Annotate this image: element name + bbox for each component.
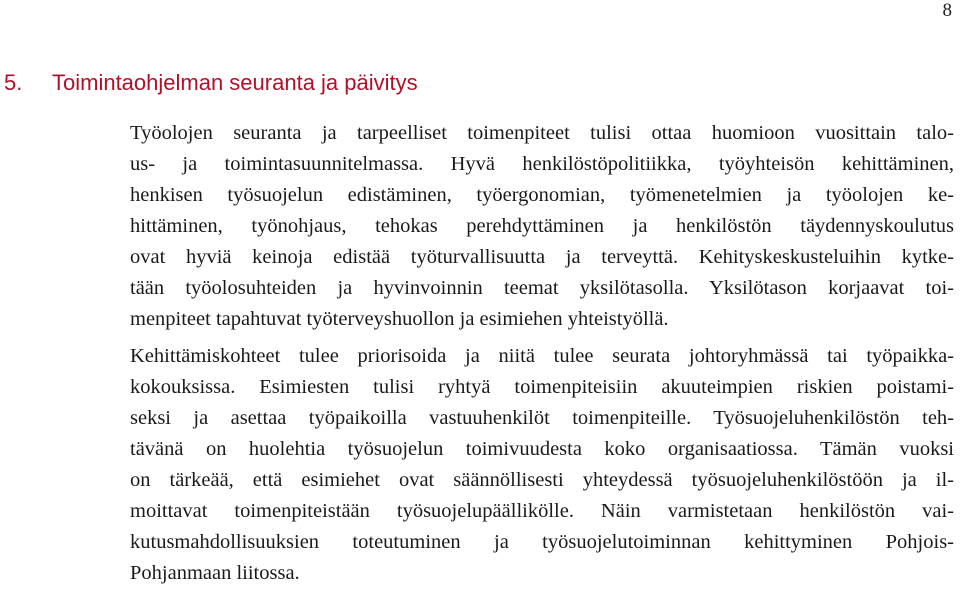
paragraph-line: tävänä on huolehtia työsuojelun toimivuudesta koko organisaatiossa. Tämän vuoksi: [130, 438, 954, 460]
paragraph-line: us- ja toimintasuunnitelmassa. Hyvä henkilöstöpolitiikka, työyhteisön kehittäminen,: [130, 153, 954, 175]
paragraph-2: [130, 341, 954, 589]
paragraph-line: kokouksissa. Esimiesten tulisi ryhtyä toimenpiteisiin akuuteimpien riskien poistami-: [130, 376, 954, 398]
paragraph-line: Työolojen seuranta ja tarpeelliset toimenpiteet tulisi ottaa huomioon vuosittain talo-: [130, 122, 954, 144]
section-title: Toimintaohjelman seuranta ja päivitys: [52, 70, 418, 95]
paragraph-line: Pohjanmaan liitossa.: [130, 562, 300, 584]
paragraph-line: hittäminen, työnohjaus, tehokas perehdyttäminen ja henkilöstön täydennyskoulutus: [130, 215, 954, 237]
paragraph-1: [130, 118, 954, 335]
paragraph-line: on tärkeää, että esimiehet ovat säännöllisesti yhteydessä työsuojeluhenkilöstöön ja il-: [130, 469, 954, 491]
paragraph-line: seksi ja asettaa työpaikoilla vastuuhenkilöt toimenpiteille. Työsuojeluhenkilöstön teh-: [130, 407, 954, 429]
section-number: 5.: [4, 70, 23, 95]
paragraph-line: ovat hyviä keinoja edistää työturvallisuutta ja terveyttä. Kehityskeskusteluihin kytke-: [130, 246, 954, 268]
paragraph-line: tään työolosuhteiden ja hyvinvoinnin teemat yksilötasolla. Yksilötason korjaavat toi-: [130, 277, 954, 299]
paragraph-line: Kehittämiskohteet tulee priorisoida ja niitä tulee seurata johtoryhmässä tai työpaikka-: [130, 345, 954, 367]
paragraph-line: henkisen työsuojelun edistäminen, työergonomian, työmenetelmien ja työolojen ke-: [130, 184, 954, 206]
paragraph-line: moittavat toimenpiteistään työsuojelupäällikölle. Näin varmistetaan henkilöstön vai-: [130, 500, 954, 522]
section-heading: [4, 68, 418, 98]
paragraph-line: menpiteet tapahtuvat työterveyshuollon ja esimiehen yhteistyöllä.: [130, 308, 669, 330]
page-number: 8: [942, 0, 952, 21]
paragraph-line: kutusmahdollisuuksien toteutuminen ja työsuojelutoiminnan kehittyminen Pohjois-: [130, 531, 954, 553]
